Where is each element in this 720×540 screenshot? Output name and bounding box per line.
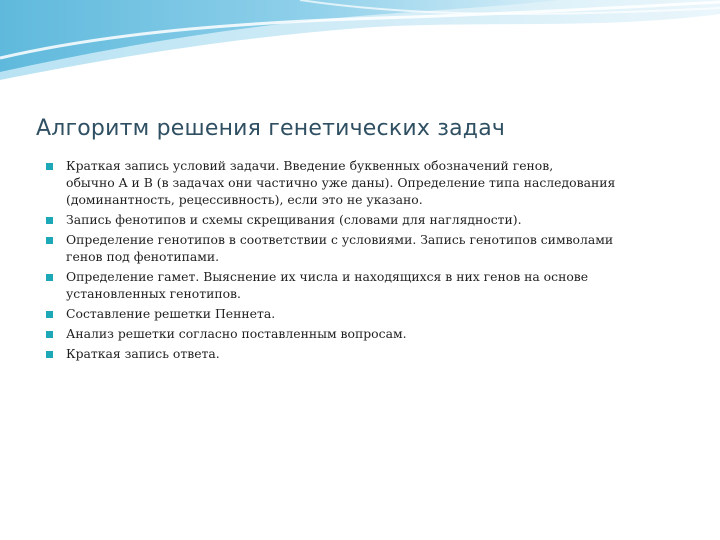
square-bullet-icon [46,217,53,224]
bullet-text: Составление решетки Пеннета. [66,306,276,321]
square-bullet-icon [46,311,53,318]
bullet-text: Краткая запись условий задачи. Введение буквенных обозначений генов, обычно A и B (в задачах они частично уже даны). Определение типа наследования (доминантность, рецессивность), если это не указано. [66,158,616,207]
bullet-item [46,157,686,208]
bullet-item [46,305,686,322]
square-bullet-icon [46,351,53,358]
bullet-text: Запись фенотипов и схемы скрещивания (словами для наглядности). [66,212,522,227]
bullet-text: Анализ решетки согласно поставленным вопросам. [66,326,407,341]
bullet-item [46,211,686,228]
square-bullet-icon [46,237,53,244]
bullet-item [46,268,686,302]
slide-title: Алгоритм решения генетических задач [36,116,506,141]
bullet-item [46,325,686,342]
bullet-text: Краткая запись ответа. [66,346,220,361]
bullet-item [46,231,686,265]
bullet-list [46,157,686,365]
bullet-text: Определение гамет. Выяснение их числа и находящихся в них генов на основе установленных генотипов. [66,269,589,301]
square-bullet-icon [46,274,53,281]
bullet-text: Определение генотипов в соответствии с условиями. Запись генотипов символами генов под фенотипами. [66,232,614,264]
header-wave-decoration [0,0,720,90]
bullet-item [46,345,686,362]
square-bullet-icon [46,163,53,170]
square-bullet-icon [46,331,53,338]
